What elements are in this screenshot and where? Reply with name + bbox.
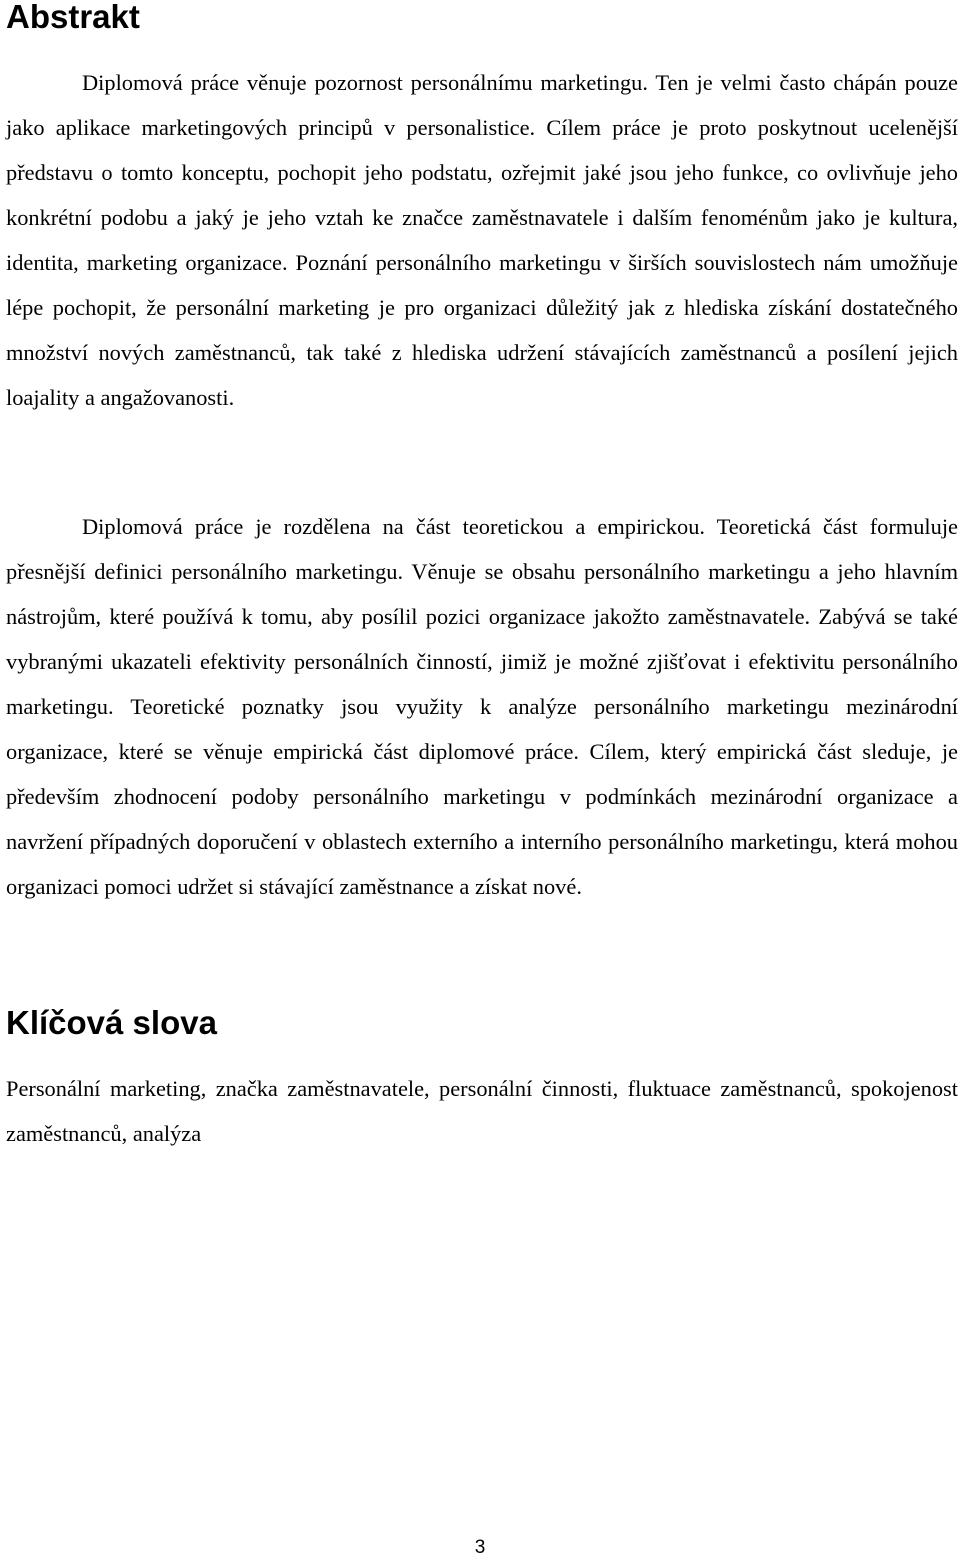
page-number: 3 xyxy=(474,1537,486,1558)
abstract-paragraph-2: Diplomová práce je rozdělena na část teoretickou a empirickou. Teoretická část formuluje přesnější definici personálního marketingu. Věnuje se obsahu personálního marketingu a jeho hlavním nástrojům, které používá k tomu, aby posílil pozici organizace jakožto zaměstnavatele. Zabývá se také vybranými ukazateli efektivity personálních činností, jimiž je možné zjišťovat i efektivitu personálního marketingu. Teoretické poznatky jsou využity k analýze personálního marketingu mezinárodní organizace, které se věnuje empirická část diplomové práce. Cílem, který empirická část sleduje, je především zhodnocení podoby personálního marketingu v podmínkách mezinárodní organizace a navržení případných doporučení v oblastech externího a interního personálního marketingu, která mohou organizaci pomoci udržet si stávající zaměstnance a získat nové. xyxy=(6,514,958,899)
keywords-heading: Klíčová slova xyxy=(6,1004,217,1041)
abstract-heading: Abstrakt xyxy=(6,0,140,35)
keywords-text: Personální marketing, značka zaměstnavatele, personální činnosti, fluktuace zaměstnanců, spokojenost zaměstnanců, analýza xyxy=(6,1076,958,1146)
abstract-paragraph-1: Diplomová práce věnuje pozornost personálnímu marketingu. Ten je velmi často chápán pouze jako aplikace marketingových principů v personalistice. Cílem práce je proto poskytnout ucelenější představu o tomto konceptu, pochopit jeho podstatu, ozřejmit jaké jsou jeho funkce, co ovlivňuje jeho konkrétní podobu a jaký je jeho vztah ke značce zaměstnavatele i dalším fenoménům jako je kultura, identita, marketing organizace. Poznání personálního marketingu v širších souvislostech nám umožňuje lépe pochopit, že personální marketing je pro organizaci důležitý jak z hlediska získání dostatečného množství nových zaměstnanců, tak také z hlediska udržení stávajících zaměstnanců a posílení jejich loajality a angažovanosti. xyxy=(6,70,958,410)
